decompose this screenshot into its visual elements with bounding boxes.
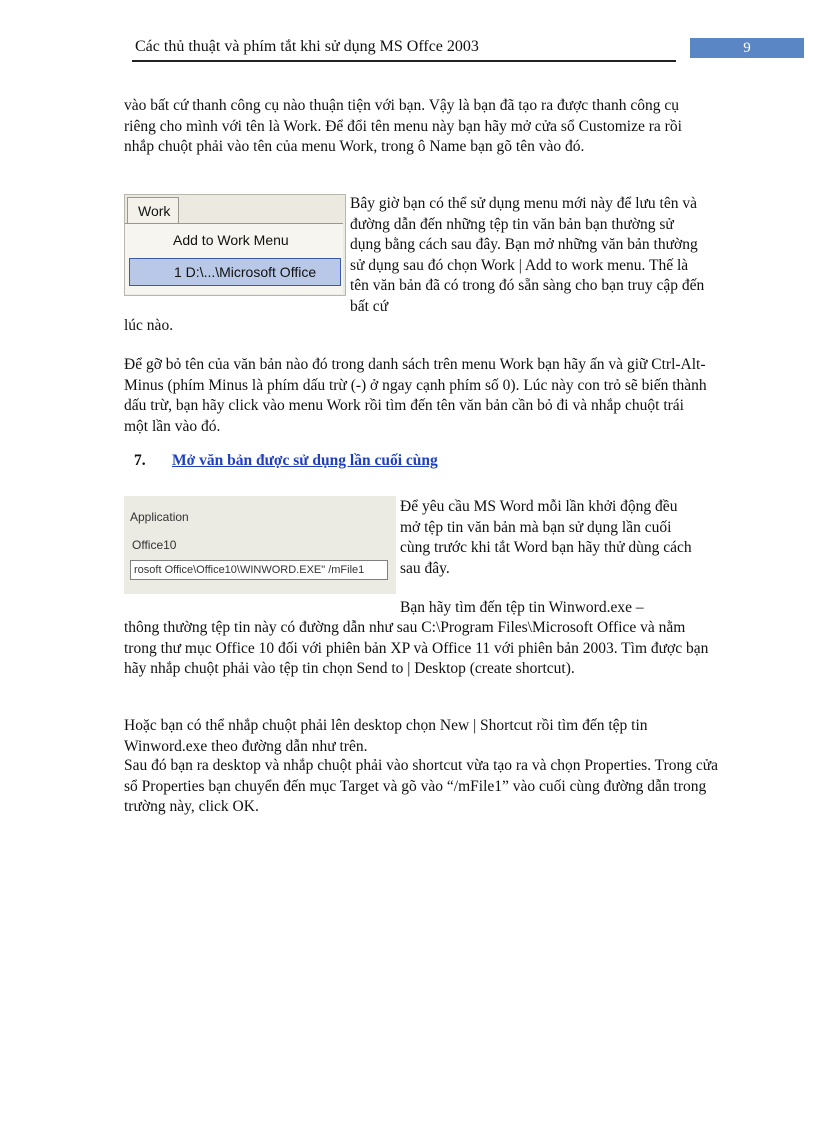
- section-title-link[interactable]: Mở văn bản được sử dụng lần cuối cùng: [172, 452, 438, 469]
- page-number-badge: 9: [690, 38, 804, 58]
- paragraph-properties-target: Sau đó bạn ra desktop và nhắp chuột phải vào shortcut vừa tạo ra và chọn Properties. Trong cửa sổ Properties bạn chuyển đến mục Target và gõ vào “/mFile1” vào cuối cùng đường dẫn trong trường này, click OK.: [124, 757, 719, 815]
- header-title: Các thủ thuật và phím tắt khi sử dụng MS Offce 2003: [135, 38, 479, 55]
- paragraph-new-shortcut: Hoặc bạn có thể nhắp chuột phải lên desktop chọn New | Shortcut rồi tìm đến tệp tin Winword.exe theo đường dẫn như trên.: [124, 717, 648, 755]
- paragraph-path-info: thông thường tệp tin này có đường dẫn như sau C:\Program Files\Microsoft Office và nằm trong thư mục Office 10 đối với phiên bản XP và Office 11 với phiên bản 2003. Tìm được bạn hãy nhắp chuột phải vào tệp tin chọn Send to | Desktop (create shortcut).: [124, 619, 709, 677]
- label-office10: Office10: [132, 538, 177, 552]
- menu-item-add-to-work: Add to Work Menu: [173, 232, 289, 248]
- label-application: Application: [130, 510, 189, 524]
- target-field: rosoft Office\Office10\WINWORD.EXE" /mFile1: [130, 560, 388, 580]
- paragraph-work-menu: Bây giờ bạn có thể sử dụng menu mới này để lưu tên và đường dẫn đến những tệp tin văn bản bạn thường sử dụng bằng cách sau đây. Bạn mở những văn bản thường sử dụng sau đó chọn Work | Add to work menu. Thế là tên văn bản đã có trong đó sẵn sàng cho bạn truy cập đến bất cứ: [350, 195, 705, 315]
- header-rule: [132, 60, 676, 62]
- section-heading: [134, 452, 438, 470]
- paragraph-find-winword: Bạn hãy tìm đến tệp tin Winword.exe –: [400, 599, 644, 616]
- menu-work-title: Work: [127, 197, 179, 223]
- paragraph-customize: vào bất cứ thanh công cụ nào thuận tiện với bạn. Vậy là bạn đã tạo ra được thanh công cụ riêng cho mình với tên là Work. Để đổi tên menu này bạn hãy mở cửa sổ Customize ra rồi nhắp chuột phải vào tên của menu Work, trong ô Name bạn gõ tên vào đó.: [124, 97, 682, 155]
- properties-screenshot: [124, 496, 396, 594]
- section-number: 7.: [134, 452, 146, 469]
- work-menu-screenshot: [124, 194, 346, 296]
- paragraph-last-document-intro: Để yêu cầu MS Word mỗi lần khởi động đều mở tệp tin văn bản mà bạn sử dụng lần cuối cùng trước khi tắt Word bạn hãy thử dùng cách sau đây.: [400, 498, 692, 577]
- menu-item-recent-document: 1 D:\...\Microsoft Office: [129, 258, 341, 286]
- menu-dropdown: [125, 223, 343, 294]
- paragraph-work-menu-end: lúc nào.: [124, 317, 174, 334]
- paragraph-remove-document: Để gỡ bỏ tên của văn bản nào đó trong danh sách trên menu Work bạn hãy ấn và giữ Ctrl-Alt-Minus (phím Minus là phím dấu trừ (-) ở ngay cạnh phím số 0). Lúc này con trỏ sẽ biến thành dấu trừ, bạn hãy click vào menu Work rồi tìm đến tên văn bản cần bỏ đi và nhắp chuột trái một lần vào đó.: [124, 356, 707, 435]
